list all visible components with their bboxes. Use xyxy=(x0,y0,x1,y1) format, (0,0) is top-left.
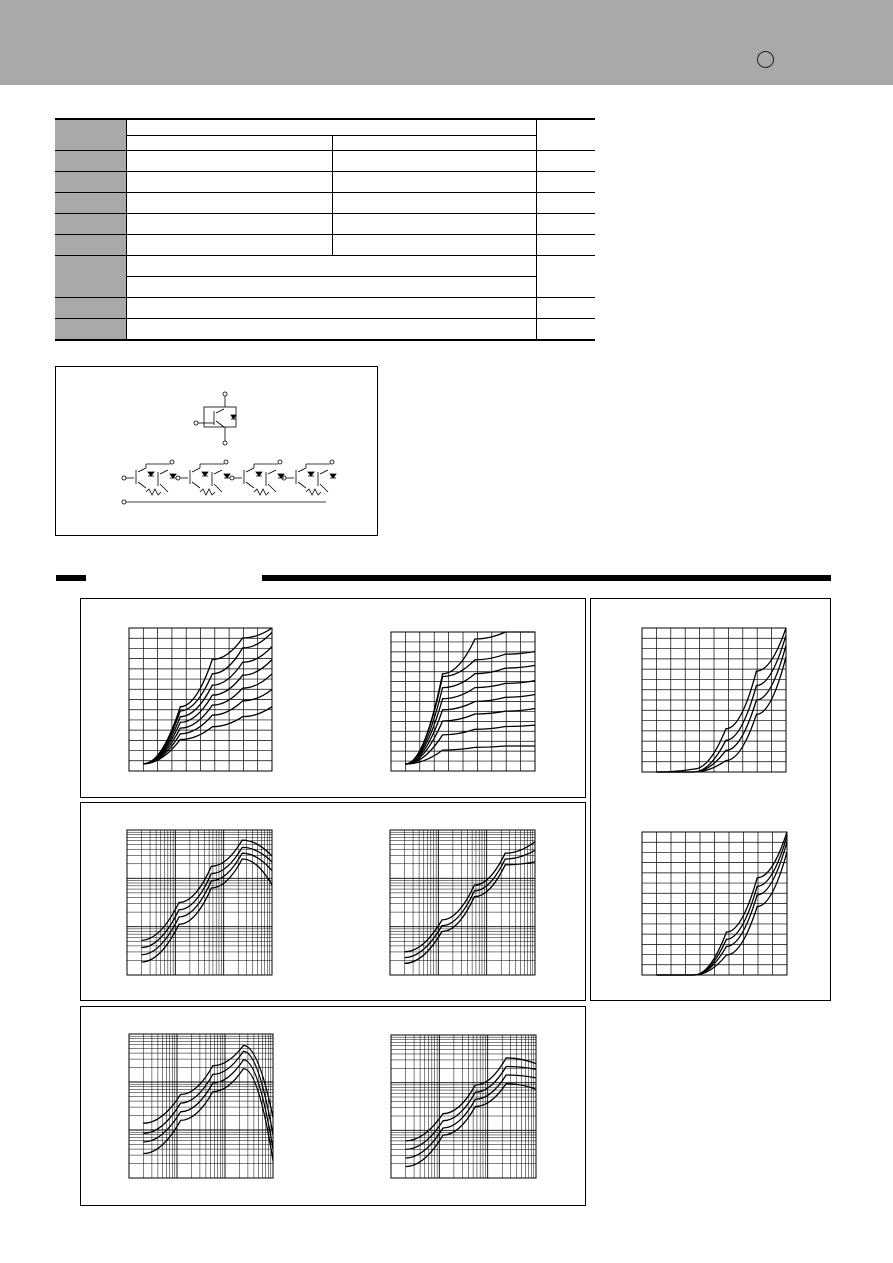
chart-2 xyxy=(391,632,535,771)
table-cell xyxy=(127,193,333,214)
series-line xyxy=(142,853,273,955)
ratings-table xyxy=(55,118,595,341)
series-line xyxy=(143,632,272,764)
table-header-label xyxy=(55,119,127,151)
table-subheader-a xyxy=(127,135,333,151)
series-line xyxy=(405,850,536,957)
section-rule-left xyxy=(56,575,86,581)
table-cell xyxy=(55,298,127,319)
chart-8 xyxy=(391,1035,536,1178)
table-cell xyxy=(55,214,127,235)
table-cell xyxy=(127,256,537,277)
table-cell xyxy=(127,235,333,256)
table-cell xyxy=(127,151,333,172)
chart-3 xyxy=(642,628,786,772)
table-cell xyxy=(333,172,537,193)
series-line xyxy=(143,647,272,764)
table-cell xyxy=(127,298,537,319)
header-bar xyxy=(0,0,893,85)
series-line xyxy=(657,842,788,975)
table-cell xyxy=(537,298,596,319)
table-cell xyxy=(127,277,537,298)
table-row xyxy=(55,277,595,298)
table-row xyxy=(55,235,595,256)
table-header-group xyxy=(127,119,537,135)
table-cell xyxy=(55,193,127,214)
equivalent-circuit-diagram xyxy=(56,367,377,535)
table-row xyxy=(55,151,595,172)
table-cell xyxy=(537,319,596,341)
series-line xyxy=(405,725,535,764)
table-row xyxy=(55,172,595,193)
chart-4 xyxy=(127,830,272,975)
table-cell xyxy=(537,235,596,256)
table-row xyxy=(55,256,595,277)
plot-frame xyxy=(129,1034,273,1178)
series-line xyxy=(405,695,535,765)
table-header-unit xyxy=(537,119,596,151)
table-subheader-b xyxy=(333,135,537,151)
series-line xyxy=(142,859,273,962)
chart-7 xyxy=(129,1034,273,1178)
series-line xyxy=(656,645,786,772)
table-row xyxy=(55,298,595,319)
series-line xyxy=(406,1084,537,1167)
table-cell xyxy=(127,214,333,235)
table-cell xyxy=(55,151,127,172)
table-cell xyxy=(333,214,537,235)
series-line xyxy=(143,1051,273,1135)
table-cell xyxy=(537,172,596,193)
table-cell xyxy=(55,256,127,298)
table-cell xyxy=(537,151,596,172)
table-cell xyxy=(537,214,596,235)
section-rule-right xyxy=(262,575,831,581)
circuit-diagram-box xyxy=(55,366,378,536)
table-cell xyxy=(55,235,127,256)
table-row xyxy=(55,214,595,235)
circle-mark xyxy=(757,51,774,68)
table-row xyxy=(55,319,595,341)
series-line xyxy=(656,657,786,772)
table-cell xyxy=(127,319,537,341)
table-cell xyxy=(333,235,537,256)
table-cell xyxy=(127,172,333,193)
chart-5 xyxy=(390,830,535,975)
chart-6 xyxy=(642,832,787,975)
table-row xyxy=(55,193,595,214)
table-cell xyxy=(333,151,537,172)
table-cell xyxy=(333,193,537,214)
table-cell xyxy=(55,172,127,193)
table-cell xyxy=(537,193,596,214)
table-cell xyxy=(55,319,127,341)
chart-1 xyxy=(129,628,272,771)
table-cell xyxy=(537,256,596,298)
